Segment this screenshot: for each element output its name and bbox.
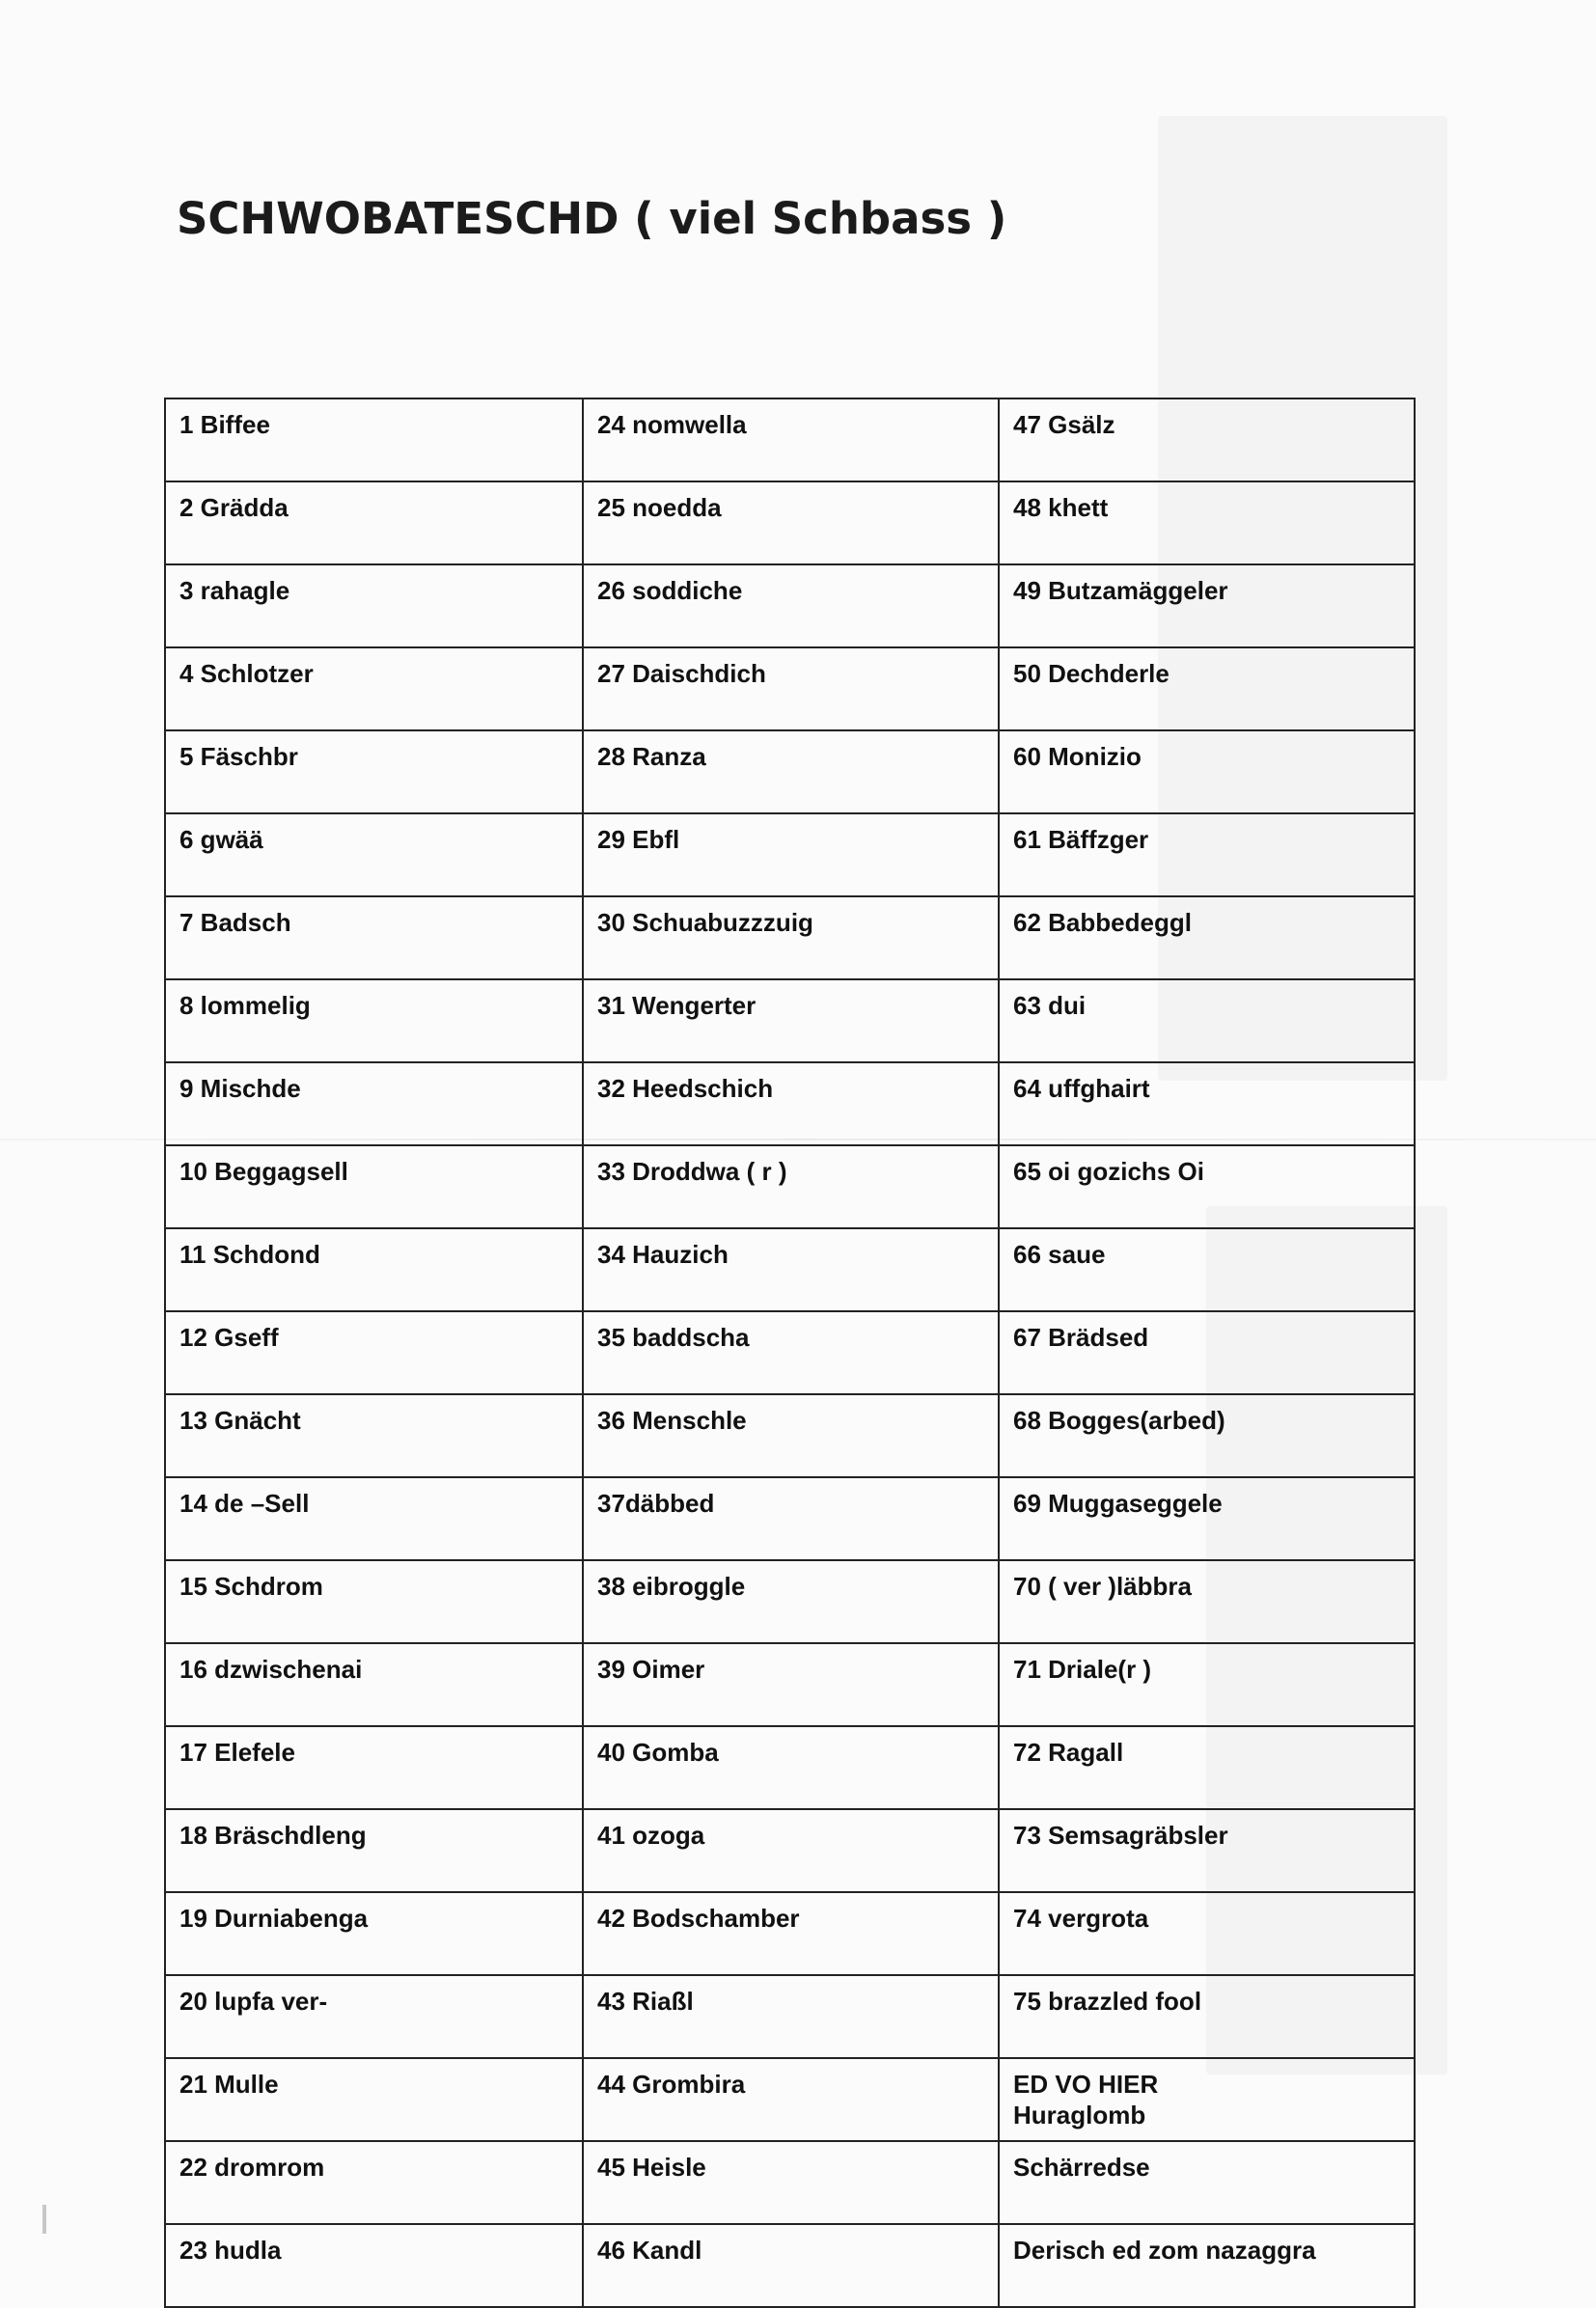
cell-text: 16 dzwischenai [179, 1655, 363, 1684]
cell-text: 24 nomwella [597, 410, 747, 439]
cell-text: 70 ( ver )läbbra [1013, 1572, 1192, 1601]
table-cell [999, 1145, 1415, 1228]
cell-text: 26 soddiche [597, 576, 743, 605]
table-cell [165, 979, 583, 1062]
cell-text: 4 Schlotzer [179, 659, 314, 688]
table-row [165, 481, 1415, 564]
table-cell [999, 896, 1415, 979]
table-cell [165, 1145, 583, 1228]
table-cell [165, 564, 583, 647]
cell-text: 40 Gomba [597, 1738, 719, 1767]
table-cell [165, 2141, 583, 2224]
cell-text: 27 Daischdich [597, 659, 766, 688]
cell-text: 29 Ebfl [597, 825, 680, 854]
cell-text: 18 Bräschdleng [179, 1821, 367, 1850]
table-cell [999, 1809, 1415, 1892]
table-row [165, 1643, 1415, 1726]
table-cell [999, 1560, 1415, 1643]
table-row [165, 1228, 1415, 1311]
table-cell [999, 481, 1415, 564]
cell-text: 14 de –Sell [179, 1489, 310, 1518]
cell-text: 5 Fäschbr [179, 742, 298, 771]
table-row [165, 1145, 1415, 1228]
table-cell [165, 1477, 583, 1560]
page-title: SCHWOBATESCHD ( viel Schbass ) [177, 193, 1007, 244]
cell-text: 50 Dechderle [1013, 659, 1169, 688]
table-cell [583, 1394, 999, 1477]
table-cell [583, 1892, 999, 1975]
cell-text: ED VO HIER [1013, 2070, 1159, 2099]
cell-text: 1 Biffee [179, 410, 270, 439]
cell-text: 31 Wengerter [597, 991, 757, 1020]
cell-text: 11 Schdond [179, 1240, 320, 1269]
vocabulary-table-body [165, 398, 1415, 2307]
cell-text: 42 Bodschamber [597, 1904, 800, 1933]
table-cell [583, 2058, 999, 2141]
table-cell [999, 1477, 1415, 1560]
cell-text: 10 Beggagsell [179, 1157, 348, 1186]
table-cell [999, 730, 1415, 813]
table-cell [999, 1394, 1415, 1477]
table-cell [165, 1643, 583, 1726]
table-cell [165, 2224, 583, 2307]
cell-text: 12 Gseff [179, 1323, 279, 1352]
table-cell [165, 1975, 583, 2058]
cell-text: 46 Kandl [597, 2236, 702, 2265]
table-cell [583, 1145, 999, 1228]
table-cell [583, 1726, 999, 1809]
stray-pen-mark [42, 2205, 46, 2234]
cell-text: 47 Gsälz [1013, 410, 1115, 439]
table-cell [999, 2141, 1415, 2224]
cell-text: 8 lommelig [179, 991, 311, 1020]
cell-text: 19 Durniabenga [179, 1904, 369, 1933]
table-cell [165, 1726, 583, 1809]
table-cell [999, 2058, 1415, 2141]
table-cell [165, 730, 583, 813]
cell-text: 33 Droddwa ( r ) [597, 1157, 787, 1186]
table-cell [583, 1228, 999, 1311]
table-cell [583, 481, 999, 564]
table-row [165, 1477, 1415, 1560]
cell-text: 41 ozoga [597, 1821, 705, 1850]
table-row [165, 1394, 1415, 1477]
vocabulary-table [164, 398, 1416, 2308]
table-cell [999, 1643, 1415, 1726]
cell-text: 34 Hauzich [597, 1240, 729, 1269]
cell-text: 20 lupfa ver- [179, 1987, 328, 2016]
cell-text: Huraglomb [1013, 2101, 1146, 2129]
table-row [165, 564, 1415, 647]
table-cell [583, 398, 999, 481]
cell-text: 61 Bäffzger [1013, 825, 1149, 854]
table-cell [583, 1560, 999, 1643]
table-cell [583, 1311, 999, 1394]
cell-text: 64 uffghairt [1013, 1074, 1150, 1103]
table-row [165, 730, 1415, 813]
cell-text: 6 gwää [179, 825, 263, 854]
table-cell [165, 481, 583, 564]
cell-text: 2 Grädda [179, 493, 289, 522]
table-row [165, 896, 1415, 979]
cell-text: 49 Butzamäggeler [1013, 576, 1228, 605]
cell-text: 43 Riaßl [597, 1987, 694, 2016]
table-cell [583, 2141, 999, 2224]
table-cell [165, 398, 583, 481]
table-cell [999, 1726, 1415, 1809]
cell-text: 21 Mulle [179, 2070, 279, 2099]
table-cell [999, 1892, 1415, 1975]
table-cell [165, 1228, 583, 1311]
table-cell [165, 1809, 583, 1892]
cell-text: 74 vergrota [1013, 1904, 1149, 1933]
cell-text: 3 rahagle [179, 576, 290, 605]
cell-text: 15 Schdrom [179, 1572, 323, 1601]
table-cell [165, 1560, 583, 1643]
table-row [165, 1560, 1415, 1643]
table-row [165, 1726, 1415, 1809]
cell-text: 38 eibroggle [597, 1572, 746, 1601]
table-cell [999, 979, 1415, 1062]
table-cell [583, 730, 999, 813]
cell-text: 39 Oimer [597, 1655, 705, 1684]
cell-text: 28 Ranza [597, 742, 706, 771]
table-cell [165, 813, 583, 896]
cell-text: 73 Semsagräbsler [1013, 1821, 1228, 1850]
table-cell [583, 813, 999, 896]
table-cell [583, 896, 999, 979]
table-cell [583, 647, 999, 730]
table-cell [999, 398, 1415, 481]
cell-text: 32 Heedschich [597, 1074, 774, 1103]
table-row [165, 647, 1415, 730]
table-cell [999, 647, 1415, 730]
table-cell [165, 1892, 583, 1975]
cell-text: 60 Monizio [1013, 742, 1142, 771]
cell-text: 45 Heisle [597, 2153, 706, 2182]
cell-text: 75 brazzled fool [1013, 1987, 1202, 2016]
table-cell [999, 2224, 1415, 2307]
table-cell [999, 1975, 1415, 2058]
table-row [165, 1062, 1415, 1145]
cell-text: 71 Driale(r ) [1013, 1655, 1152, 1684]
cell-text: 13 Gnächt [179, 1406, 301, 1435]
table-row [165, 2058, 1415, 2141]
table-row [165, 2224, 1415, 2307]
cell-text: 7 Badsch [179, 908, 291, 937]
table-cell [999, 1228, 1415, 1311]
table-cell [165, 647, 583, 730]
table-row [165, 2141, 1415, 2224]
cell-text: 68 Bogges(arbed) [1013, 1406, 1225, 1435]
cell-text: 62 Babbedeggl [1013, 908, 1192, 937]
cell-text: 17 Elefele [179, 1738, 295, 1767]
table-cell [165, 1311, 583, 1394]
cell-text: 69 Muggaseggele [1013, 1489, 1223, 1518]
table-cell [165, 2058, 583, 2141]
table-cell [999, 813, 1415, 896]
table-row [165, 398, 1415, 481]
table-row [165, 1975, 1415, 2058]
table-cell [583, 1643, 999, 1726]
table-cell [165, 896, 583, 979]
table-cell [583, 1809, 999, 1892]
cell-text: 36 Menschle [597, 1406, 747, 1435]
table-cell [583, 2224, 999, 2307]
table-row [165, 813, 1415, 896]
cell-text: Schärredse [1013, 2153, 1150, 2182]
table-cell [999, 1062, 1415, 1145]
table-cell [583, 1477, 999, 1560]
cell-text: 9 Mischde [179, 1074, 301, 1103]
cell-text: 22 dromrom [179, 2153, 325, 2182]
table-cell [165, 1062, 583, 1145]
cell-text: 65 oi gozichs Oi [1013, 1157, 1204, 1186]
table-cell [583, 564, 999, 647]
cell-text: Derisch ed zom nazaggra [1013, 2236, 1316, 2265]
table-row [165, 1311, 1415, 1394]
cell-text: 23 hudla [179, 2236, 282, 2265]
cell-text: 35 baddscha [597, 1323, 750, 1352]
cell-text: 63 dui [1013, 991, 1087, 1020]
table-cell [165, 1394, 583, 1477]
cell-text: 72 Ragall [1013, 1738, 1124, 1767]
cell-text: 44 Grombira [597, 2070, 746, 2099]
table-row [165, 1809, 1415, 1892]
cell-text: 48 khett [1013, 493, 1109, 522]
cell-text: 25 noedda [597, 493, 722, 522]
table-row [165, 979, 1415, 1062]
table-cell [583, 979, 999, 1062]
table-cell [999, 564, 1415, 647]
cell-text: 37däbbed [597, 1489, 715, 1518]
table-cell [583, 1062, 999, 1145]
cell-text: 67 Brädsed [1013, 1323, 1149, 1352]
cell-text: 66 saue [1013, 1240, 1106, 1269]
table-cell [583, 1975, 999, 2058]
cell-text: 30 Schuabuzzzuig [597, 908, 813, 937]
table-row [165, 1892, 1415, 1975]
table-cell [999, 1311, 1415, 1394]
